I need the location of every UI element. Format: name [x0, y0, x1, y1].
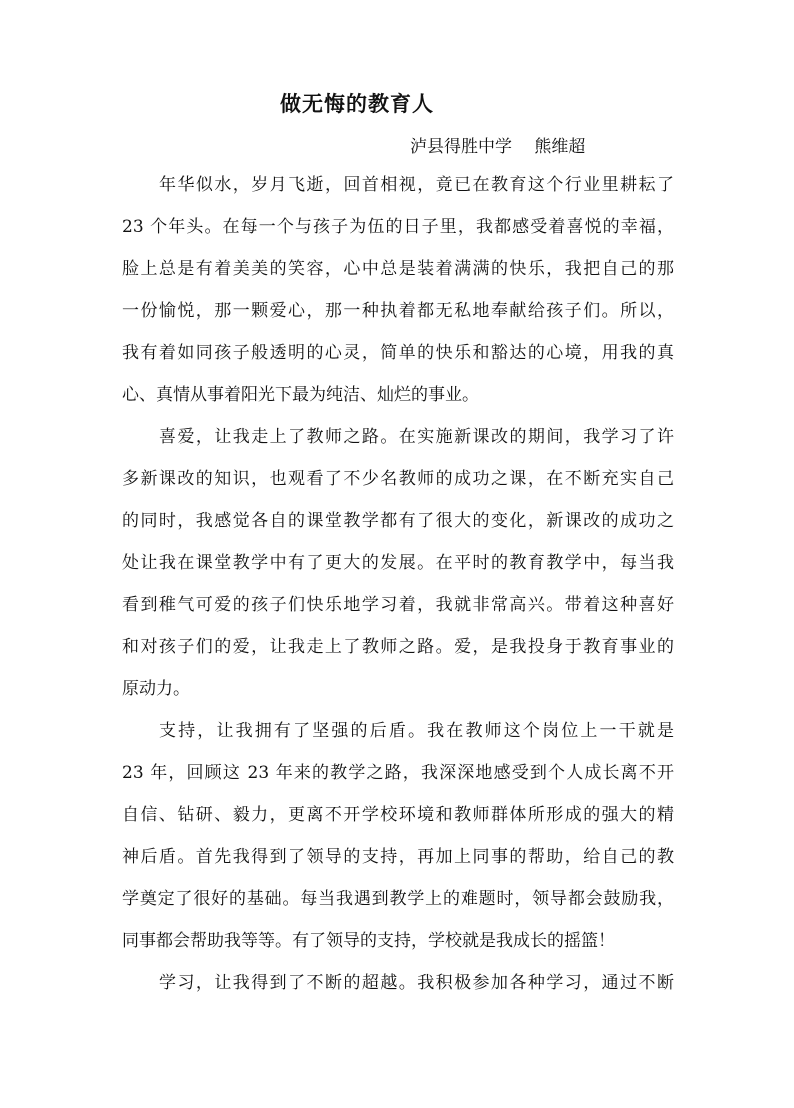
paragraph-2-line-4: 处让我在课堂教学中有了更大的发展。在平时的教育教学中，每当我	[122, 553, 674, 573]
paragraph-1-line-2: 23 个年头。在每一个与孩子为伍的日子里，我都感受着喜悦的幸福，	[122, 217, 674, 237]
document-author: 泸县得胜中学 熊维超	[410, 137, 586, 157]
paragraph-3-line-4: 神后盾。首先我得到了领导的支持，再加上同事的帮助，给自己的教	[122, 847, 674, 867]
paragraph-2-line-3: 的同时，我感觉各自的课堂教学都有了很大的变化，新课改的成功之	[122, 511, 674, 531]
paragraph-1-line-3: 脸上总是有着美美的笑容，心中总是装着满满的快乐，我把自己的那	[122, 259, 674, 279]
paragraph-4-line-1: 学习，让我得到了不断的超越。我积极参加各种学习，通过不断	[159, 973, 674, 993]
paragraph-1-line-4: 一份愉悦，那一颗爱心，那一种执着都无私地奉献给孩子们。所以，	[122, 301, 674, 321]
paragraph-3-line-5: 学奠定了很好的基础。每当我遇到教学上的难题时，领导都会鼓励我，	[122, 889, 674, 909]
paragraph-1-line-6: 心、真情从事着阳光下最为纯洁、灿烂的事业。	[122, 385, 479, 405]
paragraph-3-line-6: 同事都会帮助我等等。有了领导的支持，学校就是我成长的摇篮！	[122, 931, 615, 951]
paragraph-3-line-2: 23 年，回顾这 23 年来的教学之路，我深深地感受到个人成长离不开	[122, 763, 674, 783]
paragraph-2-line-1: 喜爱，让我走上了教师之路。在实施新课改的期间，我学习了许	[159, 427, 674, 447]
paragraph-2-line-6: 和对孩子们的爱，让我走上了教师之路。爱，是我投身于教育事业的	[122, 637, 674, 657]
paragraph-2-line-2: 多新课改的知识，也观看了不少名教师的成功之课，在不断充实自己	[122, 469, 674, 489]
paragraph-2-line-7: 原动力。	[122, 679, 190, 699]
paragraph-3-line-1: 支持，让我拥有了坚强的后盾。我在教师这个岗位上一干就是	[159, 721, 674, 741]
paragraph-1-line-5: 我有着如同孩子般透明的心灵，简单的快乐和豁达的心境，用我的真	[122, 343, 674, 363]
document-title: 做无悔的教育人	[280, 91, 434, 116]
paragraph-2-line-5: 看到稚气可爱的孩子们快乐地学习着，我就非常高兴。带着这种喜好	[122, 595, 674, 615]
paragraph-3-line-3: 自信、钻研、毅力，更离不开学校环境和教师群体所形成的强大的精	[122, 805, 674, 825]
paragraph-1-line-1: 年华似水，岁月飞逝，回首相视，竟已在教育这个行业里耕耘了	[159, 175, 674, 195]
